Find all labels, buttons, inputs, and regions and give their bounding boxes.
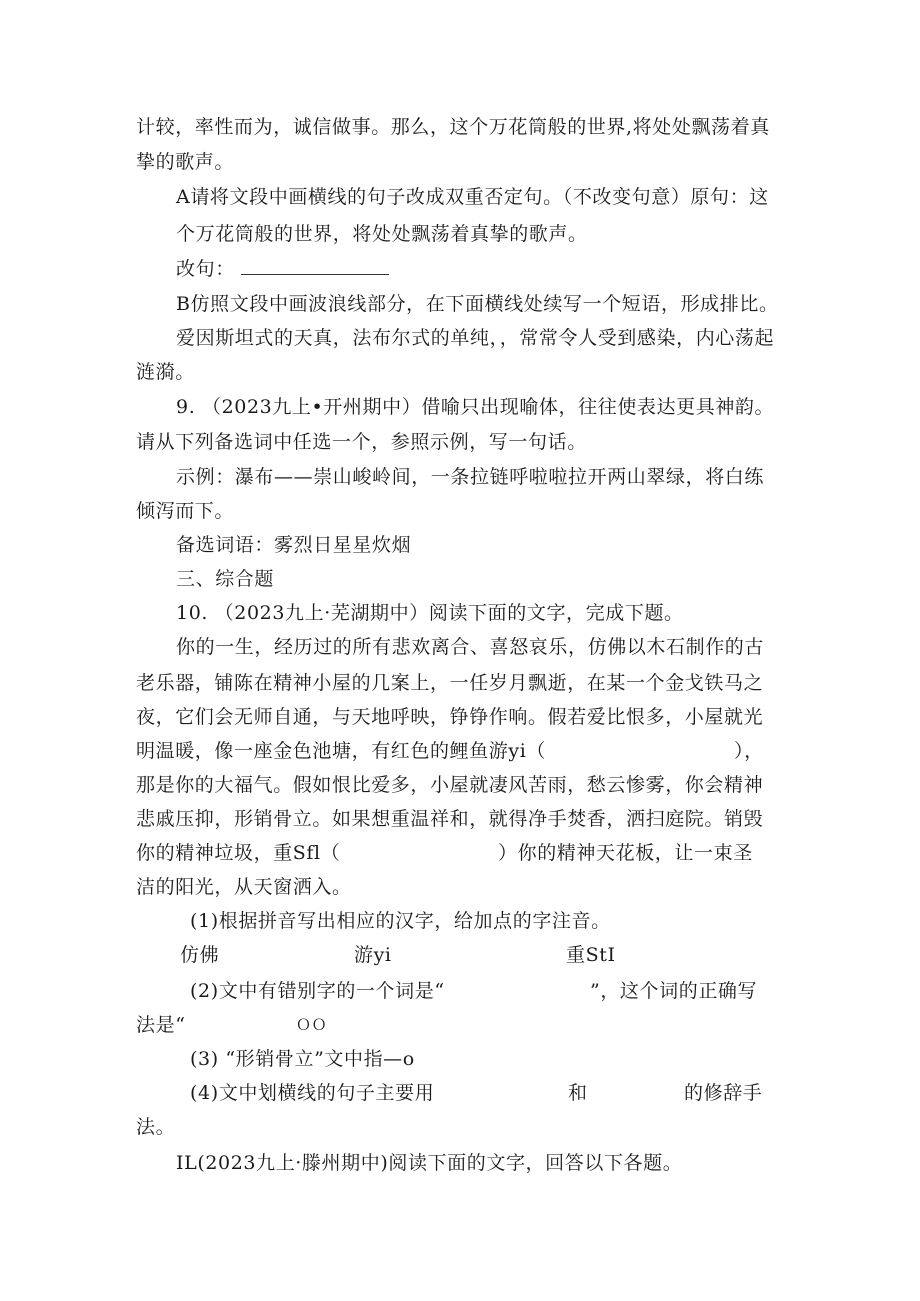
text-line: 法。 <box>136 1116 176 1138</box>
text-fragment: 的修辞手 <box>684 1082 763 1104</box>
answer-blank[interactable] <box>241 256 389 275</box>
text-line: 你的精神垃圾，重Sfl（ <box>136 842 341 864</box>
subquestion-4: (4)文中划横线的句子主要用 <box>190 1082 435 1104</box>
word-fangfu: 仿佛 <box>180 944 220 966</box>
text-line: 挚的歌声。 <box>136 151 235 173</box>
subquestion-2: (2)文中有错别字的一个词是“ <box>190 980 445 1002</box>
text-fragment: 和 <box>568 1082 588 1104</box>
text-line: 法是“ <box>136 1014 186 1036</box>
text-line: 请从下列备选词中任选一个，参照示例，写一句话。 <box>136 431 587 453</box>
word-youyi: 游yi <box>354 944 392 966</box>
rewrite-label: 改句： <box>176 258 235 280</box>
text-line: 你的一生，经历过的所有悲欢离合、喜怒哀乐，仿佛以木石制作的古 <box>176 636 765 658</box>
word-zhong: 重StI <box>566 944 616 966</box>
text-fragment: ＯＯ <box>296 1016 328 1034</box>
question-9-heading: 9. （2023九上•开州期中）借喻只出现喻体，往往使表达更具神韵。 <box>176 396 775 418</box>
text-line: 计较，率性而为，诚信做事。那么，这个万花筒般的世界,将处处飘荡着真 <box>136 116 770 138</box>
text-fragment: ）你的精神天花板，让一束圣 <box>498 842 753 864</box>
text-line: B仿照文段中画波浪线部分，在下面横线处续写一个短语，形成排比。 <box>176 293 779 315</box>
text-line: 那是你的大福气。假如恨比爱多，小屋就凄风苦雨，愁云惨雾，你会精神 <box>136 774 764 796</box>
text-line: 个万花筒般的世界，将处处飘荡着真挚的歌声。 <box>176 223 588 245</box>
subquestion-3: (3) “形销骨立”文中指—o <box>190 1048 415 1070</box>
text-line: 老乐器，铺陈在精神小屋的几案上，一任岁月飘逝，在某一个金戈铁马之 <box>136 672 764 694</box>
text-line: 示例：瀑布——崇山峻岭间，一条拉链呼啦啦拉开两山翠绿，将白练 <box>176 466 765 488</box>
text-line: 洁的阳光，从天窗洒入。 <box>136 876 352 898</box>
text-line: A请将文段中画横线的句子改成双重否定句。（不改变句意）原句：这 <box>176 186 769 208</box>
text-line: 明温暖，像一座金色池塘，有红色的鲤鱼游yi（ <box>136 740 547 762</box>
text-fragment: ）， <box>734 740 764 762</box>
question-11-heading: IL(2023九上·滕州期中)阅读下面的文字，回答以下各题。 <box>176 1152 683 1174</box>
text-line: 涟漪。 <box>136 361 195 383</box>
text-line: 爱因斯坦式的天真，法布尔式的单纯，，常常令人受到感染，内心荡起 <box>176 327 775 349</box>
question-10-heading: 10. （2023九上·芜湖期中）阅读下面的文字，完成下题。 <box>176 602 684 624</box>
subquestion-1: (1)根据拼音写出相应的汉字，给加点的字注音。 <box>190 910 611 932</box>
section-heading: 三、综合题 <box>176 568 275 590</box>
text-line: 悲戚压抑，形销骨立。如果想重温祥和，就得净手焚香，洒扫庭院。销毁 <box>136 808 764 830</box>
rewrite-line <box>176 256 389 282</box>
text-fragment: ”，这个词的正确写 <box>590 980 758 1002</box>
text-line: 备选词语：雾烈日星星炊烟 <box>176 534 412 556</box>
text-line: 夜，它们会无师自通，与天地呼映，铮铮作响。假若爱比恨多，小屋就光 <box>136 706 764 728</box>
text-line: 倾泻而下。 <box>136 500 235 522</box>
